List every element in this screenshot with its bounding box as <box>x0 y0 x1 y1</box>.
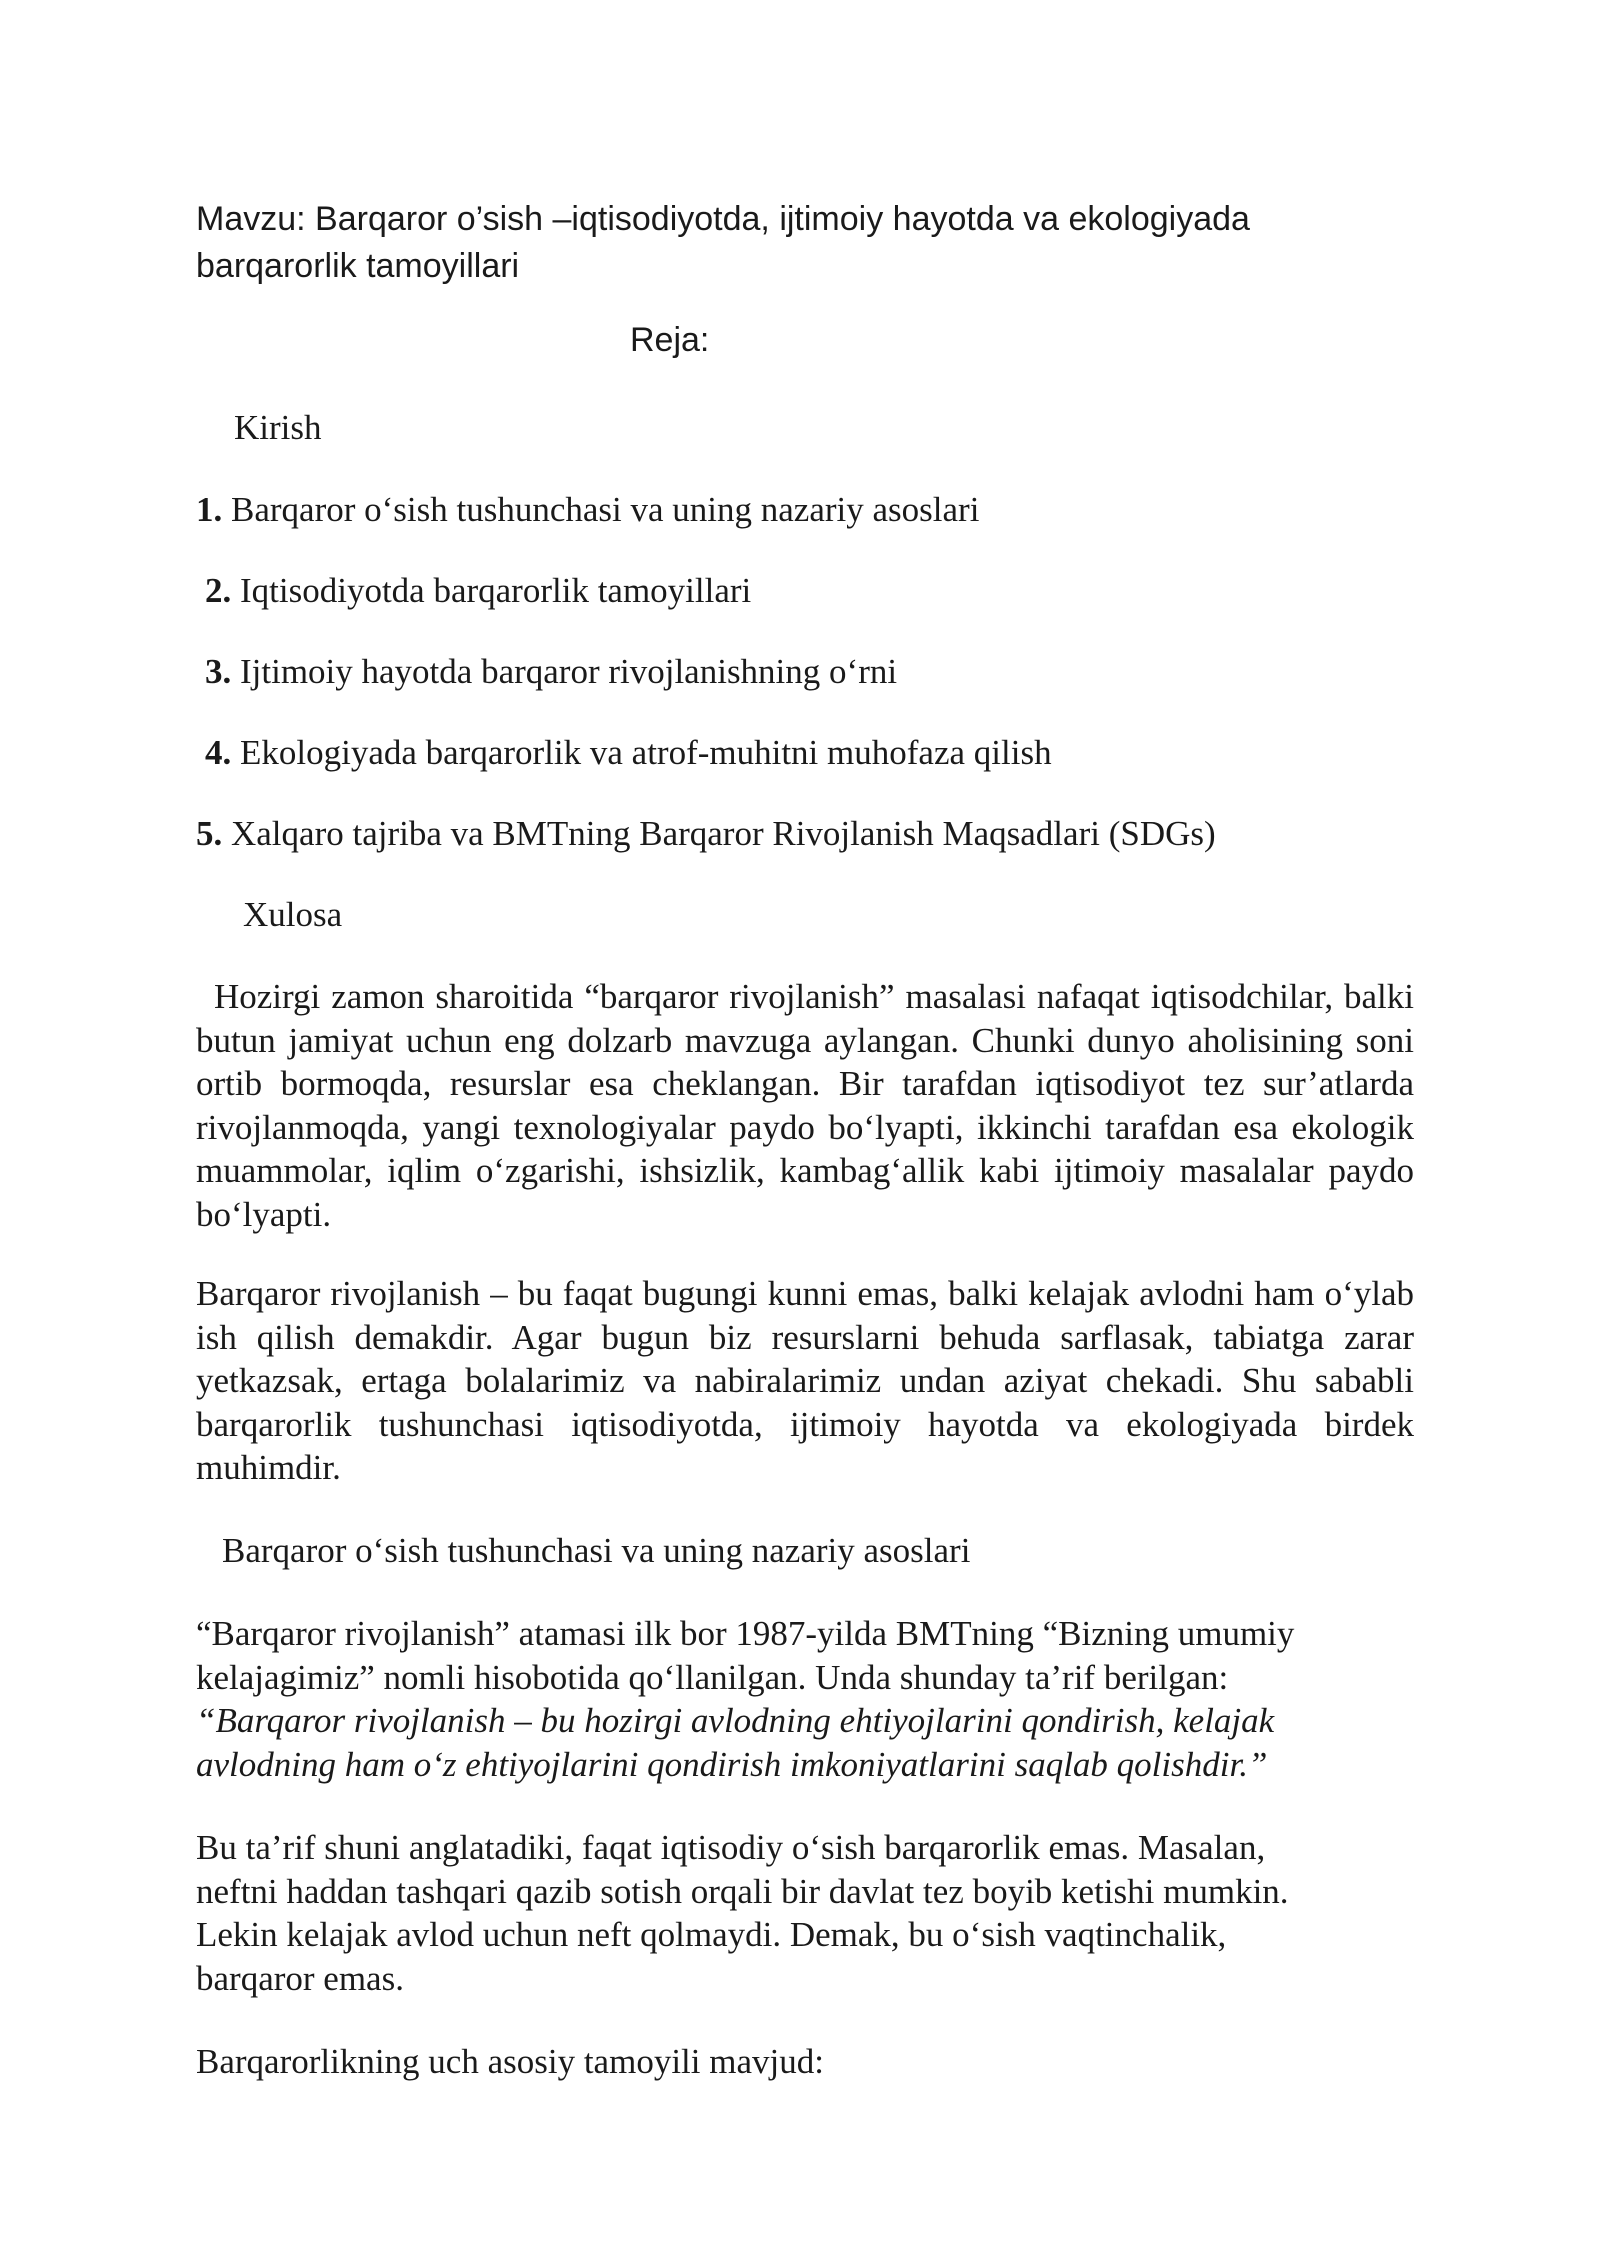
plan-item-2 <box>205 569 751 613</box>
plan-item-text: Ijtimoiy hayotda barqaror rivojlanishning o‘rni <box>231 652 898 691</box>
section-heading: Barqaror o‘sish tushunchasi va uning nazariy asoslari <box>222 1531 971 1570</box>
plan-item-text: Ekologiyada barqarorlik va atrof-muhitni muhofaza qilish <box>231 733 1052 772</box>
term-line: “Barqaror rivojlanish” atamasi ilk bor 1987-yilda BMTning “Bizning umumiy <box>196 1614 1295 1653</box>
plan-item-number: 4. <box>205 733 232 772</box>
definition-quote: “Barqaror rivojlanish – bu hozirgi avlodning ehtiyojlarini qondirish, kelajak <box>196 1701 1275 1740</box>
plan-item-3 <box>205 650 897 694</box>
plan-item-text: Iqtisodiyotda barqarorlik tamoyillari <box>231 571 752 610</box>
plan-item-number: 1. <box>196 490 223 529</box>
meaning-line: barqaror emas. <box>196 1958 404 1998</box>
plan-item-text: Xalqaro tajriba va BMTning Barqaror Rivojlanish Maqsadlari (SDGs) <box>222 814 1216 853</box>
intro-paragraph: Hozirgi zamon sharoitida “barqaror rivojlanish” masalasi nafaqat iqtisodchilar, balki butun jamiyat uchun eng dolzarb mavzuga aylangan. Chunki dunyo aholisining soni ortib bormoqda, resurslar esa cheklangan. Bir tarafdan iqtisodiyot tez sur’atlarda rivojlanmoqda, yangi texnologiyalar paydo bo‘lyapti, ikkinchi tarafdan esa ekologik muammolar, iqlim o‘zgarishi, ishsizlik, kambag‘allik kabi ijtimoiy masalalar paydo bo‘lyapti. <box>196 977 1414 1234</box>
plan-item-number: 2. <box>205 571 232 610</box>
term-line: kelajagimiz” nomli hisobotida qo‘llanilgan. Unda shunday ta’rif berilgan: <box>196 1657 1229 1697</box>
definition-quote: avlodning ham o‘z ehtiyojlarini qondirish imkoniyatlarini saqlab qolishdir.” <box>196 1744 1268 1784</box>
meaning-paragraph <box>196 1826 1414 2000</box>
plan-item-5 <box>196 812 1216 856</box>
meaning-line: Lekin kelajak avlod uchun neft qolmaydi. Demak, bu o‘sish vaqtinchalik, <box>196 1915 1227 1954</box>
conclusion-item: Xulosa <box>243 895 343 934</box>
plan-title: Reja: <box>630 321 710 359</box>
term-paragraph <box>196 1612 1414 1786</box>
principles-paragraph: Barqarorlikning uch asosiy tamoyili mavjud: <box>196 2042 824 2081</box>
plan-item-text: Barqaror o‘sish tushunchasi va uning nazariy asoslari <box>222 490 980 529</box>
plan-item-1 <box>196 488 979 532</box>
meaning-line: Bu ta’rif shuni anglatadiki, faqat iqtisodiy o‘sish barqarorlik emas. Masalan, <box>196 1828 1266 1867</box>
meaning-line: neftni haddan tashqari qazib sotish orqali bir davlat tez boyib ketishi mumkin. <box>196 1871 1289 1911</box>
topic-heading: Mavzu: Barqaror o’sish –iqtisodiyotda, ijtimoiy hayotda va ekologiyada barqarorlik tamoyillari <box>196 200 1250 285</box>
plan-item-4 <box>205 731 1052 775</box>
future-paragraph: Barqaror rivojlanish – bu faqat bugungi kunni emas, balki kelajak avlodni ham o‘ylab ish qilish demakdir. Agar bugun biz resurslarni behuda sarflasak, tabiatga zarar yetkazsak, ertaga bolalarimiz va nabiralarimiz undan aziyat chekadi. Shu sababli barqarorlik tushunchasi iqtisodiyotda, ijtimoiy hayotda va ekologiyada birdek muhimdir. <box>196 1274 1414 1487</box>
plan-item-number: 5. <box>196 814 223 853</box>
plan-item-number: 3. <box>205 652 232 691</box>
intro-item: Kirish <box>234 408 322 447</box>
